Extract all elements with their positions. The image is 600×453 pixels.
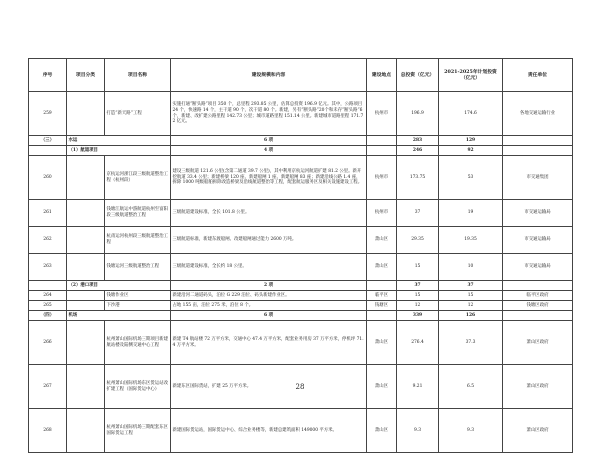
section-number — [29, 281, 67, 291]
page-number: 28 — [295, 383, 305, 391]
row-responsible-unit: 萧山区政府 — [503, 409, 573, 453]
section-count: 2 项 — [171, 281, 367, 291]
row-project-name: 杭州萧山国际机场三期配套东区国际货运工程 — [105, 409, 171, 453]
row-planned-investment: 19.35 — [439, 227, 503, 254]
row-category — [67, 156, 105, 200]
section-empty-cell — [367, 136, 397, 146]
row-project-name: 杭甬运河杭州段三级航道整治工程 — [105, 227, 171, 254]
section-plan: 129 — [439, 136, 503, 146]
row-number: 263 — [29, 254, 67, 281]
table-body — [29, 92, 573, 453]
row-project-name: 钱塘江航运中游航道杭州至富阳段三级航道整治工程 — [105, 200, 171, 227]
table-row — [29, 254, 573, 281]
header-planned-investment: 2021-2025年计划投资（亿元） — [439, 59, 503, 92]
row-number: 265 — [29, 301, 67, 311]
table-row — [29, 200, 573, 227]
row-responsible-unit: 市交通运输局 — [503, 227, 573, 254]
section-total: 246 — [397, 146, 439, 156]
section-count: 6 项 — [171, 311, 367, 321]
row-category — [67, 92, 105, 136]
section-category: 机场 — [67, 311, 171, 321]
row-description: 三级航道标准，新建东渡船闸、改建船闸通过能力 2600 万吨。 — [171, 227, 367, 254]
header-category: 项目分类 — [67, 59, 105, 92]
row-number: 259 — [29, 92, 67, 136]
row-number: 260 — [29, 156, 67, 200]
section-plan: 126 — [439, 311, 503, 321]
section-count: 6 项 — [171, 136, 367, 146]
row-project-name: 下沙港 — [105, 301, 171, 311]
row-project-name: 杭州萧山国际机场三期项目新建航站楼及陆侧交通中心工程 — [105, 321, 171, 365]
header-project-name: 项目名称 — [105, 59, 171, 92]
row-number: 261 — [29, 200, 67, 227]
row-description: 三级航道建设标准，全长约 18 公里。 — [171, 254, 367, 281]
table-row — [29, 92, 573, 136]
section-empty-cell — [367, 281, 397, 291]
section-number: （四） — [29, 311, 67, 321]
section-empty-cell — [367, 146, 397, 156]
row-total-investment: 12 — [397, 301, 439, 311]
table-row — [29, 156, 573, 200]
row-project-name: 打造“新天路”工程 — [105, 92, 171, 136]
section-empty-cell — [503, 281, 573, 291]
section-number — [29, 146, 67, 156]
row-total-investment: 15 — [397, 254, 439, 281]
row-category — [67, 409, 105, 453]
section-empty-cell — [503, 146, 573, 156]
row-number: 268 — [29, 409, 67, 453]
section-empty-cell — [367, 311, 397, 321]
row-category — [67, 291, 105, 301]
row-description: 新建国际货运站，国际货运中心、综合业务楼等，新建总建筑面积 149000 平方米。 — [171, 409, 367, 453]
section-total: 339 — [397, 311, 439, 321]
row-project-name: 京杭运河浙江段三级航道整治工程（杭州段） — [105, 156, 171, 200]
section-empty-cell — [503, 136, 573, 146]
section-category: （2）港口项目 — [67, 281, 171, 291]
section-row — [29, 136, 573, 146]
row-planned-investment: 53 — [439, 156, 503, 200]
section-row — [29, 146, 573, 156]
row-planned-investment: 15 — [439, 291, 503, 301]
section-row — [29, 281, 573, 291]
table-row — [29, 227, 573, 254]
row-number: 262 — [29, 227, 67, 254]
section-empty-cell — [503, 311, 573, 321]
section-total: 37 — [397, 281, 439, 291]
row-location: 萧山区 — [367, 321, 397, 365]
row-description: 新建沿河二通道码头，泊位 G 229 泊位、码头新建作业区。 — [171, 291, 367, 301]
row-location: 临平区 — [367, 291, 397, 301]
table-header-row — [29, 59, 573, 92]
row-project-name: 钱塘作业区 — [105, 291, 171, 301]
row-total-investment: 276.4 — [397, 321, 439, 365]
row-location: 萧山区 — [367, 409, 397, 453]
section-row — [29, 311, 573, 321]
row-total-investment: 29.35 — [397, 227, 439, 254]
table-row — [29, 409, 573, 453]
header-responsible-unit: 责任单位 — [503, 59, 573, 92]
row-location: 萧山区 — [367, 254, 397, 281]
row-location: 杭州市 — [367, 200, 397, 227]
row-responsible-unit: 市交通运输局 — [503, 200, 573, 227]
row-description: 建设三级航道 121.6 公里(含第二通道 39.7 公里)，其中利用京杭运河航道扩建 81.2 公里。新开挖航道 33.4 公里；新建桥梁 120 座、新建船闸 1 座、新建船闸 83 座；新建沿线公路 1.4 座，拆除 1000 吨级船舶拆除改造桥梁及沿线航道整治等工程，配套航运服务区及相关设施建设工程。 — [171, 156, 367, 200]
row-responsible-unit: 钱塘区政府 — [503, 301, 573, 311]
row-description: 新建 T4 航站楼 72 万平方米，交通中心 47.4 万平方米，配套业务用房 37 万平方米，停机坪 71.4 万平方米。 — [171, 321, 367, 365]
row-location: 杭州市 — [367, 156, 397, 200]
row-project-name: 杭州萧山国际机场东区货运站改扩建工程（国际货运中心） — [105, 365, 171, 409]
row-responsible-unit: 各地交通运输行业 — [503, 92, 573, 136]
row-planned-investment: 12 — [439, 301, 503, 311]
row-category — [67, 227, 105, 254]
row-responsible-unit: 市交通运输局 — [503, 254, 573, 281]
row-planned-investment: 6.5 — [439, 365, 503, 409]
row-location: 萧山区 — [367, 227, 397, 254]
table-row — [29, 291, 573, 301]
section-plan: 37 — [439, 281, 503, 291]
row-responsible-unit: 萧山区政府 — [503, 321, 573, 365]
section-count: 4 项 — [171, 146, 367, 156]
row-category — [67, 200, 105, 227]
row-responsible-unit: 临平区政府 — [503, 291, 573, 301]
header-location: 建设地点 — [367, 59, 397, 92]
header-total-investment: 总投资（亿元） — [397, 59, 439, 92]
row-category — [67, 301, 105, 311]
row-planned-investment: 174.6 — [439, 92, 503, 136]
row-planned-investment: 10 — [439, 254, 503, 281]
row-total-investment: 196.9 — [397, 92, 439, 136]
header-scale-content: 建设规模和内容 — [171, 59, 367, 92]
row-project-name: 钱塘运河三级航道整治工程 — [105, 254, 171, 281]
row-planned-investment: 19 — [439, 200, 503, 227]
row-description: 三级航道建设标准，全长 101.8 公里。 — [171, 200, 367, 227]
row-responsible-unit: 萧山区政府 — [503, 365, 573, 409]
row-number: 266 — [29, 321, 67, 365]
section-total: 283 — [397, 136, 439, 146]
row-total-investment: 9.3 — [397, 409, 439, 453]
row-location: 杭州市 — [367, 92, 397, 136]
row-total-investment: 37 — [397, 200, 439, 227]
row-category — [67, 321, 105, 365]
row-planned-investment: 9.3 — [439, 409, 503, 453]
row-planned-investment: 37.3 — [439, 321, 503, 365]
section-number: （三） — [29, 136, 67, 146]
table-row — [29, 321, 573, 365]
row-description: 占地 155 亩，泊位 275 米，泊位 8 个。 — [171, 301, 367, 311]
row-description: 新建东区国际货站，扩建 25 万平方米。 — [171, 365, 367, 409]
row-number: 264 — [29, 291, 67, 301]
header-seq: 序号 — [29, 59, 67, 92]
section-plan: 92 — [439, 146, 503, 156]
project-table — [28, 58, 573, 453]
table-row — [29, 301, 573, 311]
row-location: 钱塘区 — [367, 301, 397, 311]
section-category: （1）航道项目 — [67, 146, 171, 156]
row-category — [67, 254, 105, 281]
row-responsible-unit: 市交通集团 — [503, 156, 573, 200]
row-number: 267 — [29, 365, 67, 409]
section-category: 水运 — [67, 136, 171, 146]
row-total-investment: 9.21 — [397, 365, 439, 409]
row-total-investment: 15 — [397, 291, 439, 301]
row-description: 实施打通“断头路”项目 350 个，总里程 293.85 公里，估算总投资 196.9 亿元。其中，公路项目 24 个，快速路 14 个，主干道 90 个，次干道 80 个。新建，另有“断头路”20个和未存“断头路”6个，新建、改扩建公路里程 142.73 公里；城市道路里程 151.14 公里。新建城市道路里程 171.72 亿元。 — [171, 92, 367, 136]
row-total-investment: 173.75 — [397, 156, 439, 200]
row-location: 萧山区 — [367, 365, 397, 409]
